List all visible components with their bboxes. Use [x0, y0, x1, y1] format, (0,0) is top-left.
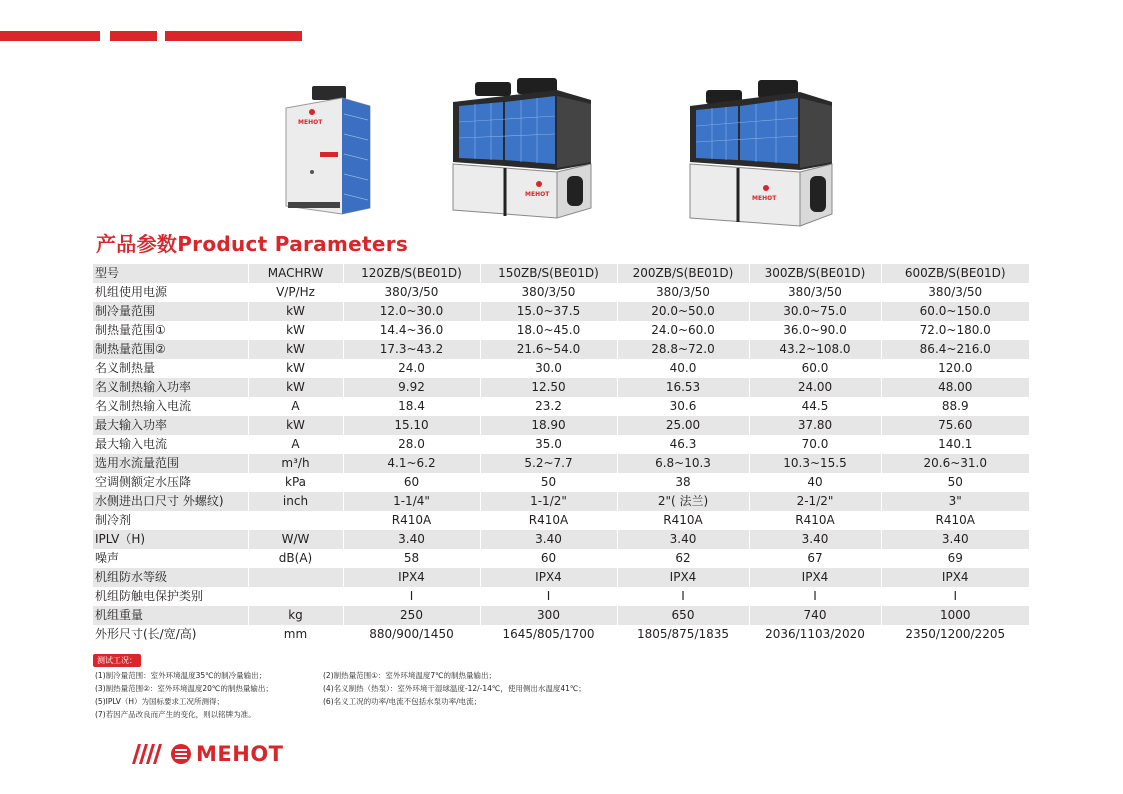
value-cell: 150ZB/S(BE01D) [480, 264, 617, 283]
footer-logo [132, 742, 284, 766]
table-row [93, 568, 1029, 587]
unit-cell [248, 511, 343, 530]
table-row [93, 378, 1029, 397]
value-cell: 3.40 [749, 530, 881, 549]
value-cell: 12.0~30.0 [343, 302, 480, 321]
note-item: (6)名义工况的功率/电流不包括水泵功率/电流； [323, 697, 482, 706]
parameter-label: 水侧进出口尺寸 外螺纹) [93, 492, 248, 511]
value-cell: 3.40 [480, 530, 617, 549]
table-row [93, 359, 1029, 378]
value-cell: 86.4~216.0 [881, 340, 1029, 359]
value-cell: 2-1/2" [749, 492, 881, 511]
value-cell: 200ZB/S(BE01D) [617, 264, 749, 283]
value-cell: 1000 [881, 606, 1029, 625]
value-cell: R410A [749, 511, 881, 530]
page-title: 产品参数Product Parameters [96, 232, 409, 256]
value-cell: 38 [617, 473, 749, 492]
value-cell: 16.53 [617, 378, 749, 397]
value-cell: 30.0 [480, 359, 617, 378]
unit-cell: kg [248, 606, 343, 625]
parameter-label: 制热量范围② [93, 340, 248, 359]
top-decor-bar-2 [110, 31, 157, 41]
parameter-label: 制冷量范围 [93, 302, 248, 321]
value-cell: 25.00 [617, 416, 749, 435]
unit-cell: mm [248, 625, 343, 644]
table-row [93, 530, 1029, 549]
value-cell: 18.90 [480, 416, 617, 435]
value-cell: 40.0 [617, 359, 749, 378]
parameter-label: 机组使用电源 [93, 283, 248, 302]
parameter-label: 名义制热输入电流 [93, 397, 248, 416]
test-conditions-notes [93, 654, 633, 719]
value-cell: 5.2~7.7 [480, 454, 617, 473]
value-cell: 60 [343, 473, 480, 492]
speed-stripes-icon [132, 744, 166, 764]
table-row [93, 511, 1029, 530]
value-cell: 24.0~60.0 [617, 321, 749, 340]
top-decor-bar-3 [165, 31, 302, 41]
value-cell: 3.40 [881, 530, 1029, 549]
value-cell: 250 [343, 606, 480, 625]
table-row [93, 625, 1029, 644]
svg-text:MEHOT: MEHOT [298, 119, 323, 126]
unit-cell: A [248, 397, 343, 416]
value-cell: 37.80 [749, 416, 881, 435]
value-cell: 12.50 [480, 378, 617, 397]
value-cell: 600ZB/S(BE01D) [881, 264, 1029, 283]
value-cell: 60.0 [749, 359, 881, 378]
table-row [93, 606, 1029, 625]
unit-cell: kPa [248, 473, 343, 492]
note-item: (3)制热量范围②：室外环境温度20℃的制热量输出； [95, 684, 273, 693]
note-item: (2)制热量范围①：室外环境温度7℃的制热量输出； [323, 671, 497, 680]
product-image-small-unit [282, 84, 374, 216]
value-cell: 380/3/50 [881, 283, 1029, 302]
value-cell: 2"( 法兰) [617, 492, 749, 511]
brand-logo-icon [170, 743, 192, 765]
table-row [93, 321, 1029, 340]
value-cell: 60.0~150.0 [881, 302, 1029, 321]
unit-cell: kW [248, 416, 343, 435]
value-cell: I [617, 587, 749, 606]
table-row [93, 549, 1029, 568]
unit-cell: dB(A) [248, 549, 343, 568]
note-item: (5)IPLV（H）为国标要求工况所测得； [95, 697, 224, 706]
value-cell: 70.0 [749, 435, 881, 454]
top-decor-bar-1 [0, 31, 100, 41]
value-cell: 9.92 [343, 378, 480, 397]
value-cell: 10.3~15.5 [749, 454, 881, 473]
value-cell: IPX4 [343, 568, 480, 587]
parameter-label: 空调侧额定水压降 [93, 473, 248, 492]
parameter-label: 制热量范围① [93, 321, 248, 340]
unit-cell: A [248, 435, 343, 454]
parameter-label: 机组防水等级 [93, 568, 248, 587]
value-cell: IPX4 [881, 568, 1029, 587]
table-row [93, 397, 1029, 416]
value-cell: 20.0~50.0 [617, 302, 749, 321]
value-cell: 67 [749, 549, 881, 568]
value-cell: 17.3~43.2 [343, 340, 480, 359]
value-cell: 300 [480, 606, 617, 625]
parameter-label: 制冷剂 [93, 511, 248, 530]
value-cell: 3.40 [343, 530, 480, 549]
svg-text:MEHOT: MEHOT [525, 191, 550, 198]
value-cell: 44.5 [749, 397, 881, 416]
unit-cell: m³/h [248, 454, 343, 473]
value-cell: 740 [749, 606, 881, 625]
value-cell: I [749, 587, 881, 606]
value-cell: 23.2 [480, 397, 617, 416]
value-cell: R410A [617, 511, 749, 530]
value-cell: 46.3 [617, 435, 749, 454]
unit-cell [248, 568, 343, 587]
value-cell: 1645/805/1700 [480, 625, 617, 644]
unit-cell [248, 587, 343, 606]
value-cell: 120ZB/S(BE01D) [343, 264, 480, 283]
value-cell: 28.8~72.0 [617, 340, 749, 359]
value-cell: R410A [480, 511, 617, 530]
value-cell: IPX4 [617, 568, 749, 587]
table-row [93, 340, 1029, 359]
value-cell: R410A [881, 511, 1029, 530]
table-row [93, 416, 1029, 435]
parameter-label: 最大输入电流 [93, 435, 248, 454]
test-conditions-badge: 测试工况： [93, 654, 141, 667]
value-cell: 650 [617, 606, 749, 625]
value-cell: 18.4 [343, 397, 480, 416]
unit-cell: inch [248, 492, 343, 511]
parameter-label: 外形尺寸(长/宽/高) [93, 625, 248, 644]
value-cell: I [881, 587, 1029, 606]
value-cell: 28.0 [343, 435, 480, 454]
unit-cell: kW [248, 359, 343, 378]
table-row [93, 283, 1029, 302]
value-cell: 120.0 [881, 359, 1029, 378]
parameter-label: IPLV（H) [93, 530, 248, 549]
table-row [93, 492, 1029, 511]
value-cell: 6.8~10.3 [617, 454, 749, 473]
value-cell: 20.6~31.0 [881, 454, 1029, 473]
value-cell: 72.0~180.0 [881, 321, 1029, 340]
note-item: (4)名义制热（热泵）：室外环境干湿球温度-12/-14℃，使用侧出水温度41℃； [323, 684, 586, 693]
unit-cell: W/W [248, 530, 343, 549]
value-cell: 62 [617, 549, 749, 568]
parameter-label: 机组重量 [93, 606, 248, 625]
value-cell: 36.0~90.0 [749, 321, 881, 340]
value-cell: I [343, 587, 480, 606]
product-parameters-table [93, 264, 1029, 644]
product-image-medium-unit [445, 76, 595, 222]
table-row [93, 302, 1029, 321]
table-row [93, 587, 1029, 606]
note-item: (7)若因产品改良而产生的变化，则以铭牌为准。 [95, 710, 256, 719]
value-cell: 3" [881, 492, 1029, 511]
value-cell: 380/3/50 [749, 283, 881, 302]
value-cell: 4.1~6.2 [343, 454, 480, 473]
value-cell: 140.1 [881, 435, 1029, 454]
table-row [93, 435, 1029, 454]
parameter-label: 机组防触电保护类别 [93, 587, 248, 606]
parameter-label: 名义制热输入功率 [93, 378, 248, 397]
product-image-large-unit [688, 78, 836, 228]
value-cell: 2036/1103/2020 [749, 625, 881, 644]
value-cell: IPX4 [480, 568, 617, 587]
value-cell: 24.00 [749, 378, 881, 397]
value-cell: 48.00 [881, 378, 1029, 397]
value-cell: 15.10 [343, 416, 480, 435]
value-cell: 43.2~108.0 [749, 340, 881, 359]
value-cell: 21.6~54.0 [480, 340, 617, 359]
parameter-label: 型号 [93, 264, 248, 283]
unit-cell: kW [248, 340, 343, 359]
note-item: (1)制冷量范围：室外环境温度35℃的制冷量输出； [95, 671, 267, 680]
value-cell: I [480, 587, 617, 606]
parameter-label: 最大输入功率 [93, 416, 248, 435]
value-cell: 88.9 [881, 397, 1029, 416]
value-cell: 24.0 [343, 359, 480, 378]
value-cell: 50 [881, 473, 1029, 492]
value-cell: 30.6 [617, 397, 749, 416]
value-cell: 1805/875/1835 [617, 625, 749, 644]
value-cell: 880/900/1450 [343, 625, 480, 644]
unit-cell: V/P/Hz [248, 283, 343, 302]
table-row [93, 264, 1029, 283]
value-cell: 15.0~37.5 [480, 302, 617, 321]
value-cell: 300ZB/S(BE01D) [749, 264, 881, 283]
value-cell: 75.60 [881, 416, 1029, 435]
table-row [93, 473, 1029, 492]
value-cell: 1-1/4" [343, 492, 480, 511]
unit-cell: kW [248, 378, 343, 397]
parameter-label: 噪声 [93, 549, 248, 568]
value-cell: 1-1/2" [480, 492, 617, 511]
value-cell: 3.40 [617, 530, 749, 549]
value-cell: 69 [881, 549, 1029, 568]
value-cell: IPX4 [749, 568, 881, 587]
value-cell: 35.0 [480, 435, 617, 454]
table-row [93, 454, 1029, 473]
value-cell: 50 [480, 473, 617, 492]
value-cell: 60 [480, 549, 617, 568]
parameter-label: 名义制热量 [93, 359, 248, 378]
parameter-label: 选用水流量范围 [93, 454, 248, 473]
value-cell: 380/3/50 [343, 283, 480, 302]
value-cell: 380/3/50 [617, 283, 749, 302]
value-cell: 18.0~45.0 [480, 321, 617, 340]
unit-cell: MACHRW [248, 264, 343, 283]
brand-name: MEHOT [196, 742, 284, 766]
unit-cell: kW [248, 302, 343, 321]
svg-text:MEHOT: MEHOT [752, 195, 777, 202]
value-cell: 2350/1200/2205 [881, 625, 1029, 644]
value-cell: 14.4~36.0 [343, 321, 480, 340]
value-cell: 380/3/50 [480, 283, 617, 302]
value-cell: 40 [749, 473, 881, 492]
unit-cell: kW [248, 321, 343, 340]
value-cell: 30.0~75.0 [749, 302, 881, 321]
value-cell: R410A [343, 511, 480, 530]
value-cell: 58 [343, 549, 480, 568]
